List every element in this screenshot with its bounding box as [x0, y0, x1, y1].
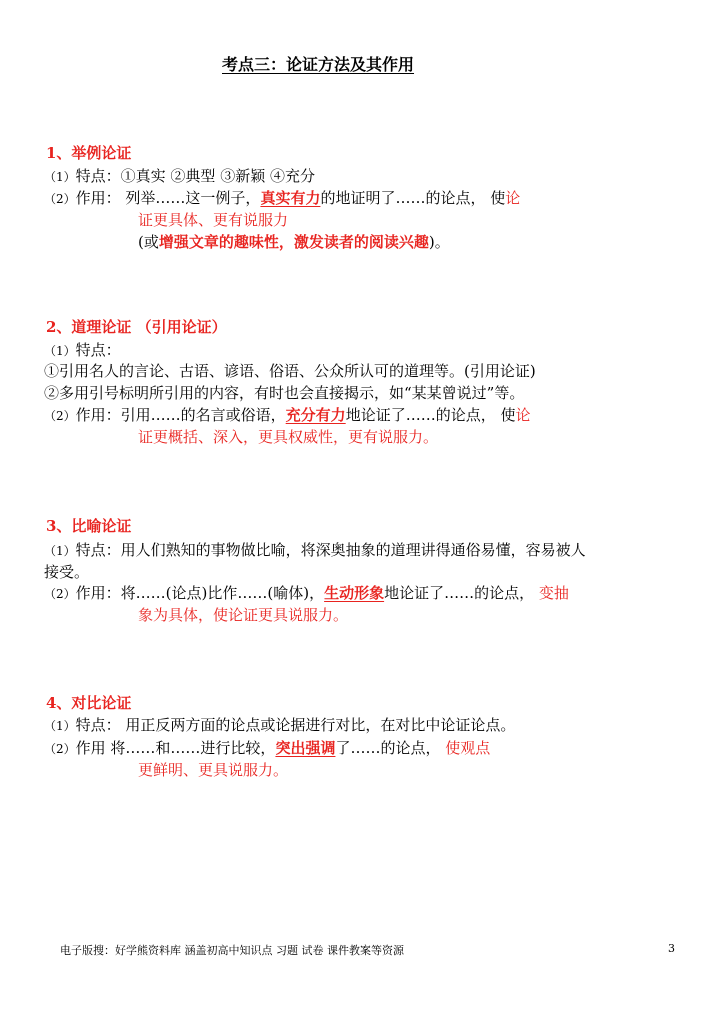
s1-effect-line3 [138, 231, 450, 252]
s3-features-num: （1） [44, 544, 76, 558]
s3-features-label: 特点： [75, 541, 121, 559]
s4-features-label: 特点： [75, 716, 121, 734]
s1-line3-key: 增强文章的趣味性，激发读者的阅读兴趣 [158, 233, 429, 251]
s3-effect-text-d: 变抽 [538, 584, 569, 602]
s1-effect [44, 187, 520, 208]
page-number: 3 [668, 942, 675, 955]
s2-effect-label: 作用： [75, 406, 121, 424]
s2-point-2: ②多用引号标明所引用的内容，有时也会直接揭示，如“某某曾说过”等。 [44, 384, 525, 402]
s2-point-1: ①引用名人的言论、古语、谚语、俗语、公众所认可的道理等。(引用论证) [44, 362, 536, 380]
section-2-heading: 2、道理论证 （引用论证） [46, 318, 227, 336]
s4-effect-line2: 更鲜明、更具说服力。 [138, 761, 289, 779]
s2-features-label: 特点： [75, 341, 121, 359]
footer-note: 电子版搜：好学熊资料库 涵盖初高中知识点 习题 试卷 课件教案等资源 [60, 944, 404, 957]
s4-features-num: （1） [44, 719, 76, 733]
s3-effect-line2: 象为具体，使论证更具说服力。 [138, 606, 349, 624]
s4-features [44, 714, 515, 735]
s1-line3-close: )。 [428, 233, 450, 251]
s2-effect-line2: 证更概括、深入，更具权威性，更有说服力。 [138, 428, 439, 446]
s2-effect [44, 404, 530, 425]
s1-features-text: ①真实 ②典型 ③新颖 ④充分 [120, 167, 315, 185]
s1-effect-line2: 证更具体、更有说服力 [138, 211, 289, 229]
s4-effect-text-d: 使观点 [445, 739, 491, 757]
section-4-heading: 4、对比论证 [46, 694, 132, 712]
s1-features [44, 165, 315, 186]
s1-effect-label: 作用： [75, 189, 121, 207]
s3-features-line2: 接受。 [44, 563, 90, 581]
s4-effect [44, 737, 490, 758]
s4-effect-num: （2） [44, 742, 76, 756]
s3-effect-text-c: 地论证了……的论点， [384, 584, 539, 602]
s1-features-num: （1） [44, 170, 76, 184]
section-1-heading: 1、举例论证 [46, 144, 132, 162]
s1-effect-num: （2） [44, 192, 76, 206]
s3-effect-text-a: 将……(论点)比作……(喻体)， [120, 584, 325, 602]
s2-effect-text-c: 地论证了……的论点， 使 [345, 406, 516, 424]
s1-effect-text-c: 的地证明了……的论点， 使 [320, 189, 506, 207]
s2-effect-text-a: 引用……的名言或俗语， [120, 406, 286, 424]
s2-features-num: （1） [44, 344, 76, 358]
s4-effect-key: 突出强调 [275, 739, 336, 757]
s3-features [44, 539, 586, 560]
s2-features [44, 339, 121, 360]
s2-effect-text-d: 论 [515, 406, 531, 424]
section-3-heading: 3、比喻论证 [46, 517, 132, 535]
s4-effect-label: 作用 [75, 739, 111, 757]
s3-effect [44, 582, 569, 603]
s2-effect-num: （2） [44, 409, 76, 423]
s1-line3-open: (或 [138, 233, 159, 251]
s2-effect-key: 充分有力 [285, 406, 346, 424]
s1-effect-key: 真实有力 [260, 189, 321, 207]
page-title: 考点三：论证方法及其作用 [222, 55, 415, 74]
s1-effect-text-d: 论 [505, 189, 521, 207]
s1-effect-text-a: 列举……这一例子， [120, 189, 261, 207]
s4-features-text: 用正反两方面的论点或论据进行对比，在对比中论证论点。 [120, 716, 516, 734]
s3-effect-num: （2） [44, 587, 76, 601]
s3-effect-label: 作用： [75, 584, 121, 602]
s4-effect-text-a: 将……和……进行比较， [110, 739, 276, 757]
s3-features-text: 用人们熟知的事物做比喻，将深奥抽象的道理讲得通俗易懂，容易被人 [120, 541, 586, 559]
s1-features-label: 特点： [75, 167, 121, 185]
s3-effect-key: 生动形象 [324, 584, 385, 602]
s4-effect-text-c: 了……的论点， [335, 739, 446, 757]
